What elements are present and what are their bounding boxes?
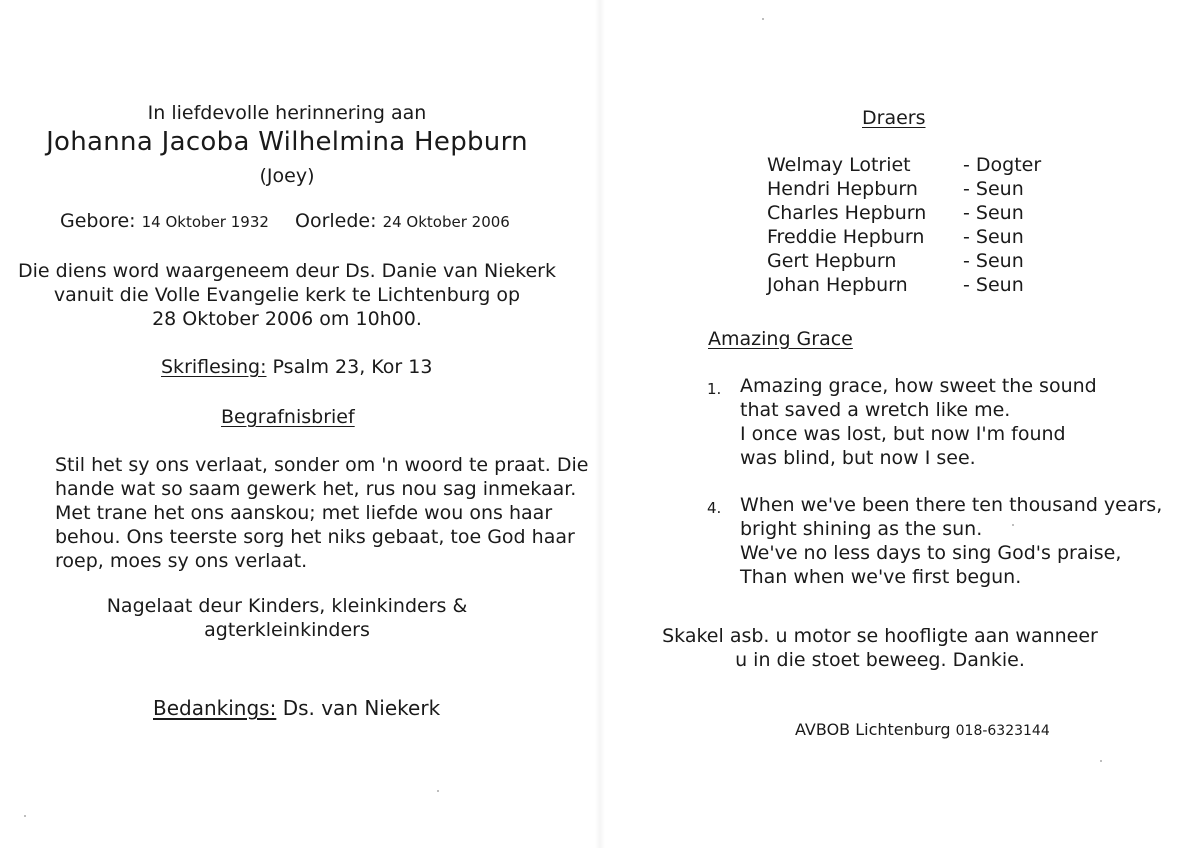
letter-line: Stil het sy ons verlaat, sonder om 'n woord te praat. Die bbox=[55, 454, 589, 476]
survived-line: Nagelaat deur Kinders, kleinkinders & bbox=[106, 595, 468, 617]
verse-1 bbox=[740, 374, 1097, 470]
death-info bbox=[295, 209, 510, 234]
survived-by bbox=[0, 594, 574, 642]
birth-info bbox=[60, 209, 269, 234]
bearer-name: Freddie Hepburn bbox=[767, 226, 925, 248]
verse-number: 1. bbox=[707, 380, 722, 398]
verse-line: Than when we've first begun. bbox=[740, 566, 1022, 588]
intro-line: In liefdevolle herinnering aan bbox=[147, 102, 427, 124]
nickname: (Joey) bbox=[259, 165, 315, 187]
bearer-relations bbox=[963, 153, 1041, 297]
scan-speck bbox=[24, 815, 26, 817]
letter-line: hande wat so saam gewerk het, rus nou sag inmekaar. bbox=[55, 478, 577, 500]
scan-speck bbox=[1100, 760, 1102, 762]
verse-line: I once was lost, but now I'm found bbox=[740, 423, 1066, 445]
scan-speck bbox=[1012, 524, 1014, 526]
letter-heading: Begrafnisbrief bbox=[221, 406, 355, 428]
bearer-name: Hendri Hepburn bbox=[767, 178, 918, 200]
bearer-relation: - Seun bbox=[963, 178, 1024, 200]
service-line: Die diens word waargeneem deur Ds. Danie van Niekerk bbox=[18, 260, 556, 282]
service-line: 28 Oktober 2006 om 10h00. bbox=[152, 308, 422, 330]
scripture-reading bbox=[161, 355, 432, 379]
bearers-heading: Draers bbox=[862, 107, 926, 129]
died-date: 24 Oktober 2006 bbox=[382, 213, 510, 231]
notice-line: Skakel asb. u motor se hoofligte aan wanneer bbox=[662, 625, 1098, 647]
right-page bbox=[600, 0, 1200, 848]
bearer-relation: - Seun bbox=[963, 250, 1024, 272]
verse-line: Amazing grace, how sweet the sound bbox=[740, 375, 1097, 397]
reading-label: Skriflesing: bbox=[161, 356, 267, 378]
acknowledgements bbox=[153, 696, 440, 720]
service-line: vanuit die Volle Evangelie kerk te Lichtenburg op bbox=[53, 284, 521, 306]
headlights-notice bbox=[600, 624, 1160, 672]
bearer-name: Charles Hepburn bbox=[767, 202, 927, 224]
letter-line: behou. Ons teerste sorg het niks gebaat, toe God haar bbox=[55, 526, 575, 548]
thanks-label: Bedankings: bbox=[153, 696, 277, 720]
bearer-relation: - Seun bbox=[963, 226, 1024, 248]
scan-speck bbox=[437, 790, 439, 792]
funeral-home-phone: 018-6323144 bbox=[955, 723, 1050, 739]
verse-4 bbox=[740, 493, 1162, 589]
verse-number: 4. bbox=[707, 499, 722, 517]
notice-line: u in die stoet beweeg. Dankie. bbox=[735, 649, 1025, 671]
thanks-value: Ds. van Niekerk bbox=[282, 696, 441, 720]
reading-value: Psalm 23, Kor 13 bbox=[272, 356, 433, 378]
bearer-name: Welmay Lotriet bbox=[767, 154, 911, 176]
service-paragraph bbox=[0, 259, 574, 331]
funeral-home-name: AVBOB Lichtenburg bbox=[795, 720, 951, 739]
died-label: Oorlede: bbox=[295, 210, 377, 232]
bearer-name: Gert Hepburn bbox=[767, 250, 897, 272]
verse-line: that saved a wretch like me. bbox=[740, 399, 1011, 421]
born-label: Gebore: bbox=[60, 210, 136, 232]
born-date: 14 Oktober 1932 bbox=[141, 213, 269, 231]
verse-line: When we've been there ten thousand years, bbox=[740, 494, 1163, 516]
letter-line: Met trane het ons aanskou; met liefde wou ons haar bbox=[55, 502, 553, 524]
bearer-relation: - Seun bbox=[963, 202, 1024, 224]
bearer-relation: - Dogter bbox=[963, 154, 1042, 176]
scan-speck bbox=[762, 18, 764, 20]
letter-line: roep, moes sy ons verlaat. bbox=[55, 550, 308, 572]
letter-paragraph bbox=[55, 453, 588, 573]
verse-line: was blind, but now I see. bbox=[740, 447, 976, 469]
bearer-relation: - Seun bbox=[963, 274, 1024, 296]
funeral-home bbox=[795, 718, 1050, 743]
survived-line: agterkleinkinders bbox=[204, 619, 370, 641]
bearer-names bbox=[767, 153, 926, 297]
verse-line: We've no less days to sing God's praise, bbox=[740, 542, 1122, 564]
deceased-name: Johanna Jacoba Wilhelmina Hepburn bbox=[46, 127, 528, 157]
hymn-title: Amazing Grace bbox=[708, 328, 853, 350]
bearer-name: Johan Hepburn bbox=[767, 274, 908, 296]
verse-line: bright shining as the sun. bbox=[740, 518, 983, 540]
